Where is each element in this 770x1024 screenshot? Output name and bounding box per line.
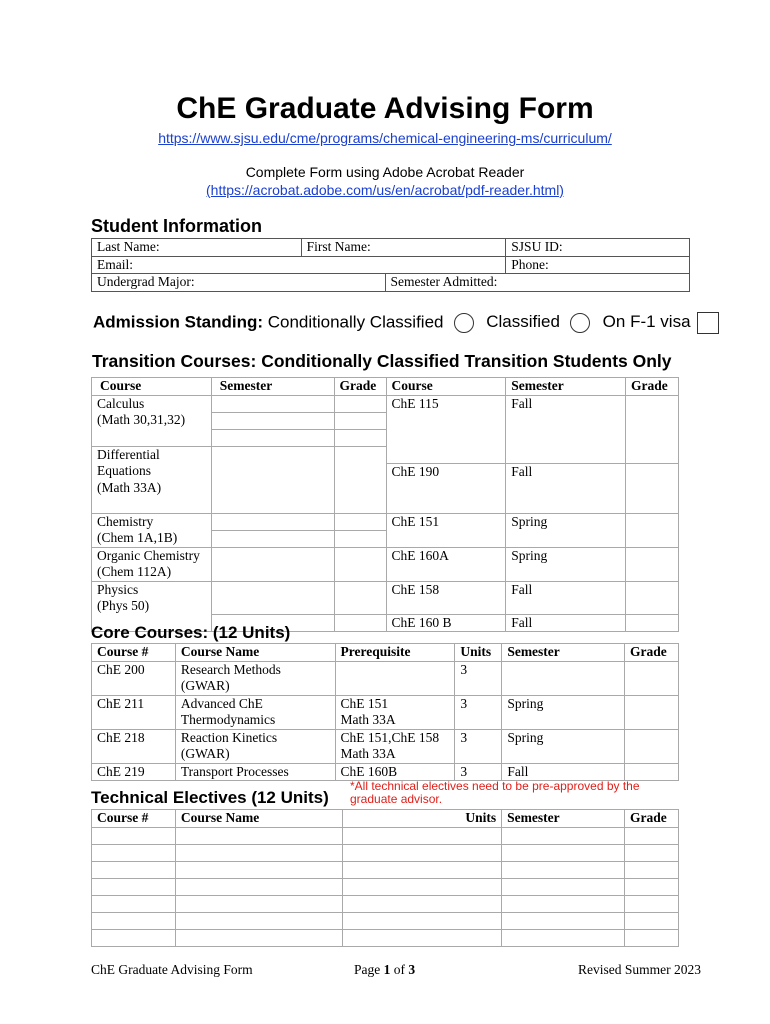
table-row: ChE 200 Research Methods (GWAR) 3 (92, 661, 679, 695)
core-grade-che219[interactable] (625, 763, 679, 781)
table-row (92, 878, 679, 895)
che160a-semester: Spring (506, 547, 626, 581)
first-name-field[interactable]: First Name: (301, 239, 506, 257)
footer-form-name: ChE Graduate Advising Form (91, 962, 253, 977)
chemistry-semester-1[interactable] (211, 513, 334, 530)
last-name-field[interactable]: Last Name: (92, 239, 302, 257)
student-info-heading: Student Information (91, 216, 262, 236)
chemistry-semester-2[interactable] (211, 530, 334, 547)
che160b-semester: Fall (506, 614, 626, 632)
chemistry-grade-1[interactable] (334, 513, 386, 530)
calculus-grade-2[interactable] (334, 412, 386, 429)
organic-chemistry-grade[interactable] (334, 547, 386, 581)
che160b-grade[interactable] (625, 614, 678, 632)
transition-course-che151: ChE 151 (386, 513, 506, 547)
che151-semester: Spring (506, 513, 626, 547)
core-courses-table (91, 643, 679, 781)
email-field[interactable]: Email: (92, 256, 506, 274)
electives-header-semester: Semester (502, 810, 625, 828)
table-row (92, 827, 679, 844)
instruction-text: Complete Form using Adobe Acrobat Reader (245, 164, 525, 180)
che158-semester: Fall (506, 581, 626, 614)
electives-header-units: Units (342, 810, 502, 828)
core-grade-che218[interactable] (625, 729, 679, 763)
transition-heading: Transition Courses: Conditionally Classified Transition Students Only (92, 351, 672, 371)
calculus-semester-3[interactable] (211, 429, 334, 446)
f1-visa-checkbox[interactable] (697, 312, 719, 334)
f1-visa-label: On F-1 visa (602, 312, 691, 332)
electives-heading: Technical Electives (12 Units) (91, 788, 329, 807)
transition-course-diffeq: Differential Equations (Math 33A) (92, 446, 212, 513)
che115-grade[interactable] (625, 395, 678, 463)
footer-revision: Revised Summer 2023 (578, 962, 701, 977)
admission-standing-row (93, 312, 719, 334)
undergrad-major-field[interactable]: Undergrad Major: (92, 274, 386, 292)
transition-course-che158: ChE 158 (386, 581, 506, 614)
classified-radio[interactable] (570, 313, 590, 333)
transition-course-organic-chemistry: Organic Chemistry (Chem 112A) (92, 547, 212, 581)
acrobat-reader-link[interactable]: (https://acrobat.adobe.com/us/en/acrobat/pdf-reader.html) (206, 182, 564, 198)
che158-grade[interactable] (625, 581, 678, 614)
calculus-semester-1[interactable] (211, 395, 334, 412)
electives-note: *All technical electives need to be pre-approved by the graduate advisor. (350, 779, 640, 806)
semester-admitted-field[interactable]: Semester Admitted: (385, 274, 689, 292)
transition-header-grade: Grade (334, 378, 386, 396)
page-title: ChE Graduate Advising Form (176, 92, 594, 125)
core-grade-che200[interactable] (625, 661, 679, 695)
table-row (92, 844, 679, 861)
physics-grade-1[interactable] (334, 581, 386, 614)
physics-grade-2[interactable] (334, 614, 386, 632)
che115-semester: Fall (506, 395, 626, 463)
diffeq-semester[interactable] (211, 446, 334, 513)
phone-field[interactable]: Phone: (506, 256, 690, 274)
core-header-prereq: Prerequisite (335, 644, 455, 662)
transition-course-physics: Physics (Phys 50) (92, 581, 212, 632)
transition-course-che160b: ChE 160 B (386, 614, 506, 632)
core-grade-che211[interactable] (625, 695, 679, 729)
transition-course-che190: ChE 190 (386, 463, 506, 513)
transition-course-calculus: Calculus (Math 30,31,32) (92, 395, 212, 446)
electives-header-course-num: Course # (92, 810, 176, 828)
table-row: ChE 218 Reaction Kinetics (GWAR) ChE 151,ChE 158 Math 33A 3 Spring (92, 729, 679, 763)
sjsu-id-field[interactable]: SJSU ID: (506, 239, 690, 257)
calculus-grade-1[interactable] (334, 395, 386, 412)
transition-header-course: Course (92, 378, 212, 396)
transition-header-course-right: Course (386, 378, 506, 396)
transition-table (91, 377, 679, 632)
che160a-grade[interactable] (625, 547, 678, 581)
transition-header-semester-right: Semester (506, 378, 626, 396)
table-row (92, 895, 679, 912)
electives-header-grade: Grade (624, 810, 678, 828)
core-header-semester: Semester (502, 644, 625, 662)
transition-course-chemistry: Chemistry (Chem 1A,1B) (92, 513, 212, 547)
curriculum-link[interactable]: https://www.sjsu.edu/cme/programs/chemical-engineering-ms/curriculum/ (158, 130, 612, 146)
che190-semester: Fall (506, 463, 626, 513)
electives-table (91, 809, 679, 947)
electives-header-course-name: Course Name (175, 810, 342, 828)
core-courses-heading: Core Courses: (12 Units) (91, 623, 291, 642)
che190-grade[interactable] (625, 463, 678, 513)
organic-chemistry-semester[interactable] (211, 547, 334, 581)
table-row (92, 861, 679, 878)
core-header-grade: Grade (625, 644, 679, 662)
physics-semester-1[interactable] (211, 581, 334, 614)
transition-header-semester: Semester (211, 378, 334, 396)
table-row (92, 912, 679, 929)
table-row (92, 929, 679, 946)
transition-header-grade-right: Grade (625, 378, 678, 396)
conditionally-classified-label: Conditionally Classified (267, 312, 444, 332)
table-row: ChE 219 Transport Processes ChE 160B 3 Fall (92, 763, 679, 781)
table-row: ChE 211 Advanced ChE Thermodynamics ChE 151 Math 33A 3 Spring (92, 695, 679, 729)
classified-label: Classified (486, 312, 560, 332)
conditionally-classified-radio[interactable] (454, 313, 474, 333)
chemistry-grade-2[interactable] (334, 530, 386, 547)
core-header-course-num: Course # (92, 644, 176, 662)
calculus-semester-2[interactable] (211, 412, 334, 429)
footer-page-number: Page 1 of 3 (354, 962, 416, 977)
student-info-table (91, 238, 690, 292)
core-header-units: Units (455, 644, 502, 662)
che151-grade[interactable] (625, 513, 678, 547)
admission-standing-label: Admission Standing: (93, 312, 263, 332)
transition-course-che115: ChE 115 (386, 395, 506, 463)
calculus-grade-3[interactable] (334, 429, 386, 446)
diffeq-grade[interactable] (334, 446, 386, 513)
transition-course-che160a: ChE 160A (386, 547, 506, 581)
core-header-course-name: Course Name (175, 644, 335, 662)
